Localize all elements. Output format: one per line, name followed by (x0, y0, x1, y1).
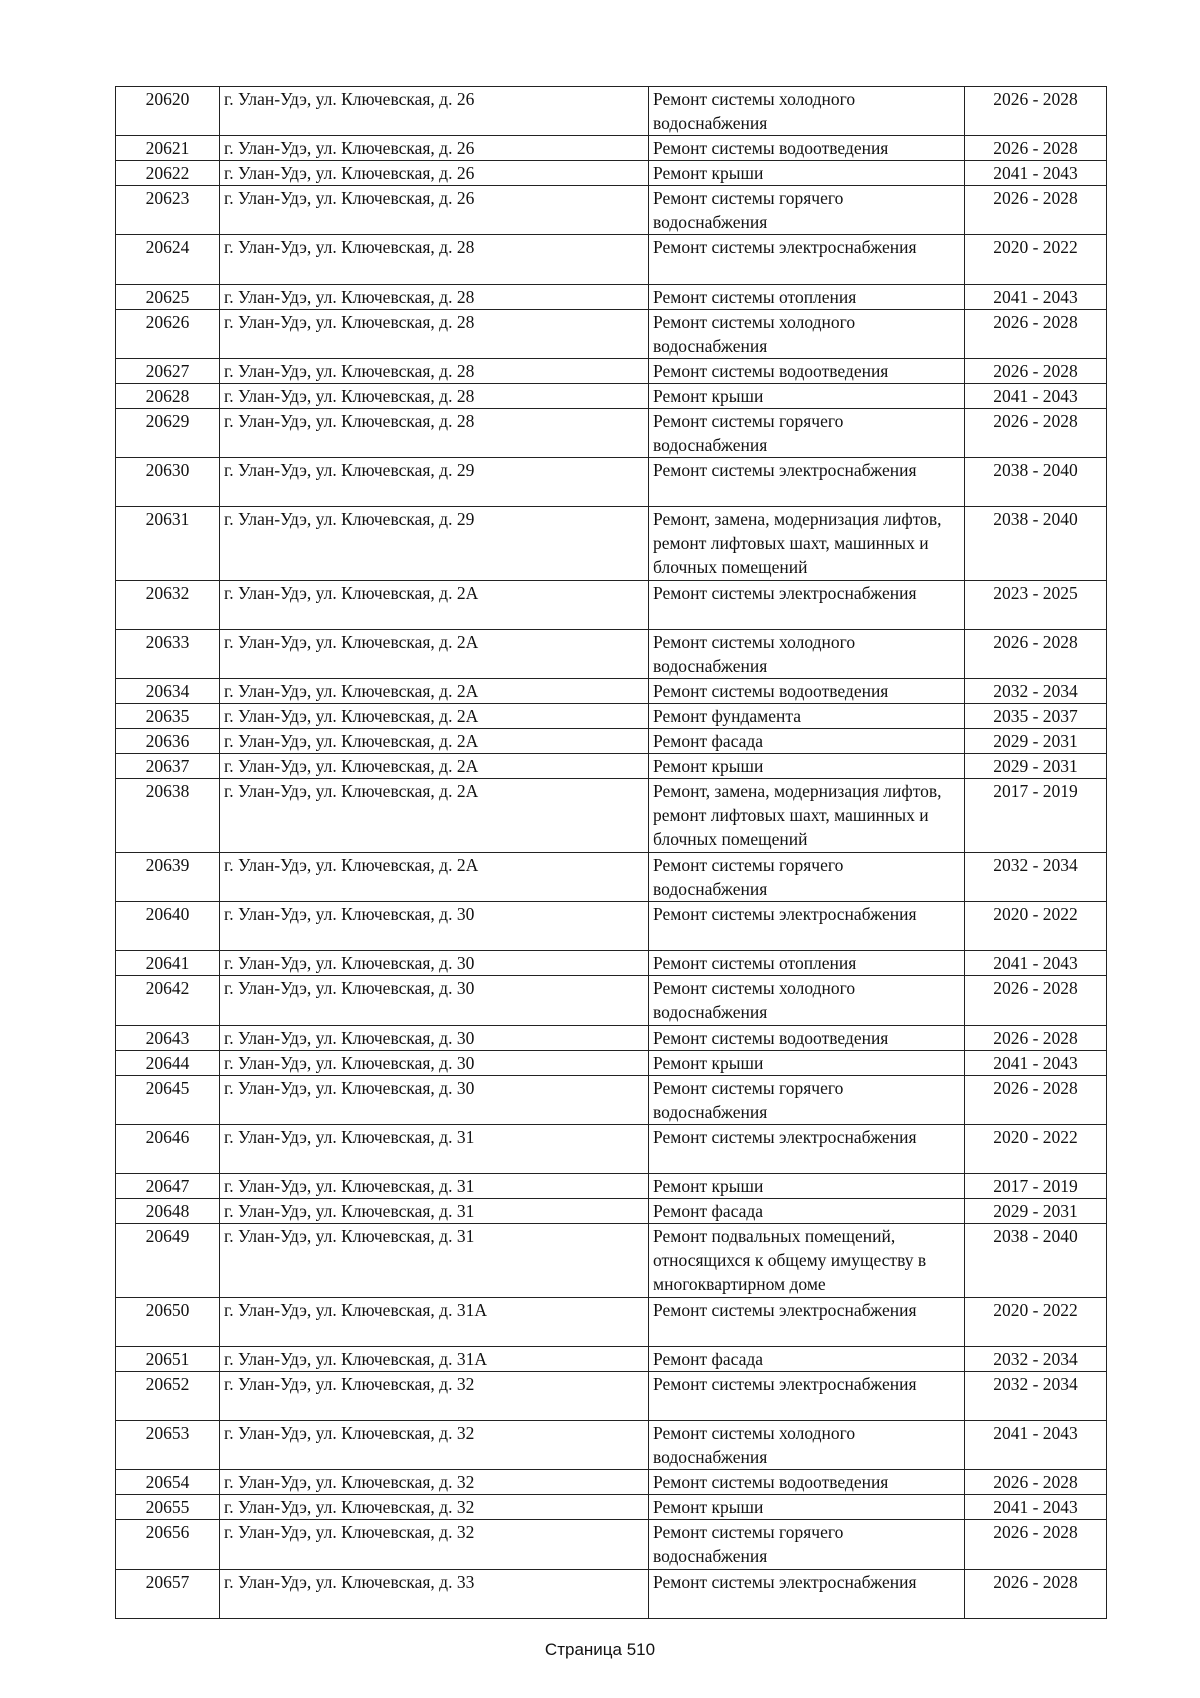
work-type-cell: Ремонт крыши (649, 1495, 965, 1520)
years-cell: 2038 - 2040 (965, 1224, 1107, 1298)
years-cell: 2041 - 2043 (965, 383, 1107, 408)
table-row (116, 976, 1107, 1025)
address-cell: г. Улан-Удэ, ул. Ключевская, д. 33 (220, 1569, 649, 1618)
address-cell: г. Улан-Удэ, ул. Ключевская, д. 30 (220, 1050, 649, 1075)
years-cell: 2026 - 2028 (965, 1520, 1107, 1569)
work-type-cell: Ремонт системы холодного водоснабжения (649, 309, 965, 358)
address-cell: г. Улан-Удэ, ул. Ключевская, д. 31А (220, 1297, 649, 1346)
table-row (116, 235, 1107, 284)
work-type-cell: Ремонт фасада (649, 1347, 965, 1372)
address-cell: г. Улан-Удэ, ул. Ключевская, д. 26 (220, 186, 649, 235)
years-cell: 2026 - 2028 (965, 1470, 1107, 1495)
work-type-cell: Ремонт подвальных помещений, относящихся к общему имуществу в многоквартирном доме (649, 1224, 965, 1298)
table-row (116, 779, 1107, 853)
row-number-cell: 20620 (116, 87, 220, 136)
row-number-cell: 20646 (116, 1124, 220, 1173)
work-type-cell: Ремонт крыши (649, 1174, 965, 1199)
table-row (116, 358, 1107, 383)
address-cell: г. Улан-Удэ, ул. Ключевская, д. 32 (220, 1372, 649, 1421)
work-type-cell: Ремонт системы водоотведения (649, 679, 965, 704)
work-type-cell: Ремонт системы холодного водоснабжения (649, 87, 965, 136)
work-type-cell: Ремонт системы электроснабжения (649, 235, 965, 284)
row-number-cell: 20643 (116, 1025, 220, 1050)
table-row (116, 679, 1107, 704)
table-row (116, 284, 1107, 309)
years-cell: 2020 - 2022 (965, 902, 1107, 951)
years-cell: 2041 - 2043 (965, 284, 1107, 309)
table-body (116, 87, 1107, 1619)
row-number-cell: 20649 (116, 1224, 220, 1298)
table-row (116, 1372, 1107, 1421)
work-type-cell: Ремонт системы электроснабжения (649, 1297, 965, 1346)
address-cell: г. Улан-Удэ, ул. Ключевская, д. 2А (220, 630, 649, 679)
row-number-cell: 20626 (116, 309, 220, 358)
repair-schedule-table (115, 86, 1107, 1619)
address-cell: г. Улан-Удэ, ул. Ключевская, д. 2А (220, 754, 649, 779)
work-type-cell: Ремонт системы отопления (649, 284, 965, 309)
address-cell: г. Улан-Удэ, ул. Ключевская, д. 30 (220, 976, 649, 1025)
table-row (116, 1569, 1107, 1618)
page-number: Страница 510 (544, 1640, 656, 1659)
work-type-cell: Ремонт крыши (649, 161, 965, 186)
row-number-cell: 20625 (116, 284, 220, 309)
address-cell: г. Улан-Удэ, ул. Ключевская, д. 31 (220, 1224, 649, 1298)
row-number-cell: 20636 (116, 729, 220, 754)
address-cell: г. Улан-Удэ, ул. Ключевская, д. 28 (220, 383, 649, 408)
row-number-cell: 20645 (116, 1075, 220, 1124)
years-cell: 2026 - 2028 (965, 186, 1107, 235)
row-number-cell: 20648 (116, 1199, 220, 1224)
years-cell: 2026 - 2028 (965, 1075, 1107, 1124)
address-cell: г. Улан-Удэ, ул. Ключевская, д. 32 (220, 1495, 649, 1520)
table-row (116, 87, 1107, 136)
years-cell: 2038 - 2040 (965, 457, 1107, 506)
address-cell: г. Улан-Удэ, ул. Ключевская, д. 31 (220, 1124, 649, 1173)
row-number-cell: 20651 (116, 1347, 220, 1372)
address-cell: г. Улан-Удэ, ул. Ключевская, д. 30 (220, 1075, 649, 1124)
table-row (116, 1224, 1107, 1298)
table-row (116, 408, 1107, 457)
table-row (116, 1421, 1107, 1470)
table-row (116, 457, 1107, 506)
address-cell: г. Улан-Удэ, ул. Ключевская, д. 31 (220, 1199, 649, 1224)
years-cell: 2032 - 2034 (965, 1372, 1107, 1421)
address-cell: г. Улан-Удэ, ул. Ключевская, д. 2А (220, 779, 649, 853)
years-cell: 2032 - 2034 (965, 679, 1107, 704)
row-number-cell: 20654 (116, 1470, 220, 1495)
row-number-cell: 20653 (116, 1421, 220, 1470)
work-type-cell: Ремонт системы водоотведения (649, 136, 965, 161)
table-row (116, 186, 1107, 235)
address-cell: г. Улан-Удэ, ул. Ключевская, д. 28 (220, 309, 649, 358)
work-type-cell: Ремонт системы электроснабжения (649, 580, 965, 629)
row-number-cell: 20655 (116, 1495, 220, 1520)
years-cell: 2026 - 2028 (965, 408, 1107, 457)
row-number-cell: 20647 (116, 1174, 220, 1199)
work-type-cell: Ремонт крыши (649, 1050, 965, 1075)
work-type-cell: Ремонт, замена, модернизация лифтов, ремонт лифтовых шахт, машинных и блочных помещений (649, 779, 965, 853)
row-number-cell: 20630 (116, 457, 220, 506)
row-number-cell: 20629 (116, 408, 220, 457)
years-cell: 2026 - 2028 (965, 1025, 1107, 1050)
work-type-cell: Ремонт системы водоотведения (649, 1470, 965, 1495)
address-cell: г. Улан-Удэ, ул. Ключевская, д. 2А (220, 729, 649, 754)
work-type-cell: Ремонт системы горячего водоснабжения (649, 408, 965, 457)
table-row (116, 1199, 1107, 1224)
work-type-cell: Ремонт фасада (649, 1199, 965, 1224)
table-row (116, 902, 1107, 951)
address-cell: г. Улан-Удэ, ул. Ключевская, д. 26 (220, 136, 649, 161)
table-row (116, 1025, 1107, 1050)
table-row (116, 1347, 1107, 1372)
row-number-cell: 20622 (116, 161, 220, 186)
row-number-cell: 20632 (116, 580, 220, 629)
work-type-cell: Ремонт крыши (649, 754, 965, 779)
address-cell: г. Улан-Удэ, ул. Ключевская, д. 30 (220, 1025, 649, 1050)
years-cell: 2026 - 2028 (965, 630, 1107, 679)
table-row (116, 1050, 1107, 1075)
years-cell: 2032 - 2034 (965, 1347, 1107, 1372)
row-number-cell: 20621 (116, 136, 220, 161)
work-type-cell: Ремонт фасада (649, 729, 965, 754)
years-cell: 2026 - 2028 (965, 136, 1107, 161)
table-row (116, 309, 1107, 358)
years-cell: 2020 - 2022 (965, 1124, 1107, 1173)
years-cell: 2029 - 2031 (965, 1199, 1107, 1224)
table-row (116, 161, 1107, 186)
row-number-cell: 20638 (116, 779, 220, 853)
years-cell: 2032 - 2034 (965, 853, 1107, 902)
table-row (116, 1297, 1107, 1346)
row-number-cell: 20644 (116, 1050, 220, 1075)
address-cell: г. Улан-Удэ, ул. Ключевская, д. 28 (220, 284, 649, 309)
table-row (116, 136, 1107, 161)
work-type-cell: Ремонт системы горячего водоснабжения (649, 186, 965, 235)
address-cell: г. Улан-Удэ, ул. Ключевская, д. 2А (220, 853, 649, 902)
work-type-cell: Ремонт крыши (649, 383, 965, 408)
table-row (116, 704, 1107, 729)
row-number-cell: 20624 (116, 235, 220, 284)
years-cell: 2026 - 2028 (965, 309, 1107, 358)
years-cell: 2041 - 2043 (965, 1421, 1107, 1470)
work-type-cell: Ремонт системы водоотведения (649, 1025, 965, 1050)
row-number-cell: 20650 (116, 1297, 220, 1346)
years-cell: 2038 - 2040 (965, 507, 1107, 581)
row-number-cell: 20639 (116, 853, 220, 902)
row-number-cell: 20635 (116, 704, 220, 729)
address-cell: г. Улан-Удэ, ул. Ключевская, д. 28 (220, 408, 649, 457)
years-cell: 2020 - 2022 (965, 235, 1107, 284)
work-type-cell: Ремонт системы водоотведения (649, 358, 965, 383)
row-number-cell: 20634 (116, 679, 220, 704)
years-cell: 2023 - 2025 (965, 580, 1107, 629)
work-type-cell: Ремонт системы электроснабжения (649, 902, 965, 951)
table-row (116, 1470, 1107, 1495)
address-cell: г. Улан-Удэ, ул. Ключевская, д. 31А (220, 1347, 649, 1372)
row-number-cell: 20631 (116, 507, 220, 581)
row-number-cell: 20656 (116, 1520, 220, 1569)
address-cell: г. Улан-Удэ, ул. Ключевская, д. 26 (220, 161, 649, 186)
table-row (116, 951, 1107, 976)
years-cell: 2026 - 2028 (965, 358, 1107, 383)
row-number-cell: 20657 (116, 1569, 220, 1618)
address-cell: г. Улан-Удэ, ул. Ключевская, д. 29 (220, 457, 649, 506)
address-cell: г. Улан-Удэ, ул. Ключевская, д. 28 (220, 358, 649, 383)
years-cell: 2041 - 2043 (965, 1050, 1107, 1075)
years-cell: 2020 - 2022 (965, 1297, 1107, 1346)
work-type-cell: Ремонт системы холодного водоснабжения (649, 1421, 965, 1470)
work-type-cell: Ремонт, замена, модернизация лифтов, ремонт лифтовых шахт, машинных и блочных помещений (649, 507, 965, 581)
table-row (116, 1075, 1107, 1124)
years-cell: 2026 - 2028 (965, 1569, 1107, 1618)
table-row (116, 383, 1107, 408)
years-cell: 2041 - 2043 (965, 1495, 1107, 1520)
address-cell: г. Улан-Удэ, ул. Ключевская, д. 28 (220, 235, 649, 284)
row-number-cell: 20623 (116, 186, 220, 235)
row-number-cell: 20628 (116, 383, 220, 408)
work-type-cell: Ремонт системы электроснабжения (649, 457, 965, 506)
work-type-cell: Ремонт системы горячего водоснабжения (649, 853, 965, 902)
years-cell: 2029 - 2031 (965, 754, 1107, 779)
row-number-cell: 20633 (116, 630, 220, 679)
address-cell: г. Улан-Удэ, ул. Ключевская, д. 32 (220, 1520, 649, 1569)
years-cell: 2041 - 2043 (965, 951, 1107, 976)
work-type-cell: Ремонт фундамента (649, 704, 965, 729)
row-number-cell: 20641 (116, 951, 220, 976)
work-type-cell: Ремонт системы электроснабжения (649, 1372, 965, 1421)
years-cell: 2041 - 2043 (965, 161, 1107, 186)
row-number-cell: 20637 (116, 754, 220, 779)
work-type-cell: Ремонт системы электроснабжения (649, 1569, 965, 1618)
address-cell: г. Улан-Удэ, ул. Ключевская, д. 26 (220, 87, 649, 136)
years-cell: 2017 - 2019 (965, 1174, 1107, 1199)
years-cell: 2029 - 2031 (965, 729, 1107, 754)
years-cell: 2017 - 2019 (965, 779, 1107, 853)
years-cell: 2026 - 2028 (965, 87, 1107, 136)
row-number-cell: 20642 (116, 976, 220, 1025)
address-cell: г. Улан-Удэ, ул. Ключевская, д. 2А (220, 679, 649, 704)
table-row (116, 580, 1107, 629)
address-cell: г. Улан-Удэ, ул. Ключевская, д. 2А (220, 580, 649, 629)
table-row (116, 853, 1107, 902)
years-cell: 2035 - 2037 (965, 704, 1107, 729)
row-number-cell: 20640 (116, 902, 220, 951)
work-type-cell: Ремонт системы холодного водоснабжения (649, 630, 965, 679)
work-type-cell: Ремонт системы горячего водоснабжения (649, 1075, 965, 1124)
table-row (116, 729, 1107, 754)
row-number-cell: 20627 (116, 358, 220, 383)
address-cell: г. Улан-Удэ, ул. Ключевская, д. 31 (220, 1174, 649, 1199)
table-row (116, 1520, 1107, 1569)
table-row (116, 754, 1107, 779)
address-cell: г. Улан-Удэ, ул. Ключевская, д. 2А (220, 704, 649, 729)
table-row (116, 1495, 1107, 1520)
work-type-cell: Ремонт системы отопления (649, 951, 965, 976)
work-type-cell: Ремонт системы холодного водоснабжения (649, 976, 965, 1025)
address-cell: г. Улан-Удэ, ул. Ключевская, д. 29 (220, 507, 649, 581)
table-row (116, 630, 1107, 679)
work-type-cell: Ремонт системы электроснабжения (649, 1124, 965, 1173)
address-cell: г. Улан-Удэ, ул. Ключевская, д. 30 (220, 902, 649, 951)
address-cell: г. Улан-Удэ, ул. Ключевская, д. 30 (220, 951, 649, 976)
address-cell: г. Улан-Удэ, ул. Ключевская, д. 32 (220, 1470, 649, 1495)
table-row (116, 1174, 1107, 1199)
address-cell: г. Улан-Удэ, ул. Ключевская, д. 32 (220, 1421, 649, 1470)
table-row (116, 1124, 1107, 1173)
years-cell: 2026 - 2028 (965, 976, 1107, 1025)
work-type-cell: Ремонт системы горячего водоснабжения (649, 1520, 965, 1569)
row-number-cell: 20652 (116, 1372, 220, 1421)
table-row (116, 507, 1107, 581)
